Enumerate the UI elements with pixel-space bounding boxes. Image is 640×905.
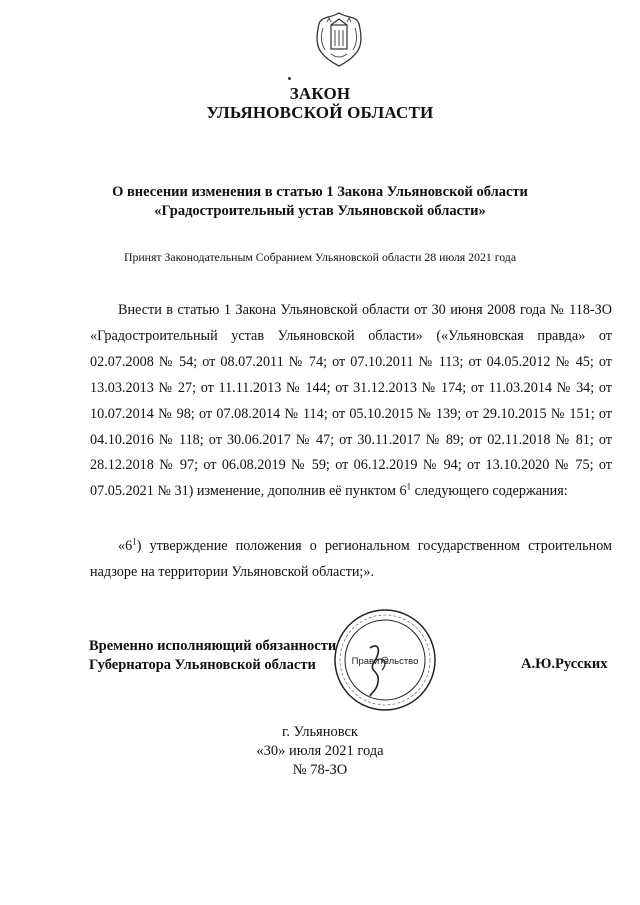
region-title: УЛЬЯНОВСКОЙ ОБЛАСТИ	[206, 103, 434, 122]
footer-city: г. Ульяновск	[282, 724, 358, 740]
quoted-item-text: ) утверждение положения о региональном государственном строительном надзоре на территории Ульяновской области;».	[90, 538, 612, 580]
quoted-item-superscript: 1	[132, 536, 137, 547]
quoted-item-number: «6	[118, 538, 133, 554]
main-paragraph-text: Внести в статью 1 Закона Ульяновской области от 30 июня 2008 года № 118-ЗО «Градостроительный устав Ульяновской области» («Ульяновская правда» от 02.07.2008 № 54; от 08.07.2011 № 74; от 07.10.2011 № 113; от 04.05.2012 № 45; от 13.03.2013 № 27; от 11.11.2013 № 144; от 31.12.2013 № 174; от 11.03.2014 № 34; от 10.07.2014 № 98; от 07.08.2014 № 114; от 05.10.2015 № 139; от 29.10.2015 № 151; от 04.10.2016 № 118; от 30.06.2017 № 47; от 30.11.2017 № 89; от 02.11.2018 № 81; от 28.12.2018 № 97; от 06.08.2019 № 59; от 06.12.2019 № 94; от 13.10.2020 № 75; от 07.05.2021 № 31) изменение, дополнив её пунктом 6	[90, 302, 612, 500]
signatory-position	[89, 637, 336, 675]
law-subject-line1: О внесении изменения в статью 1 Закона Ульяновской области	[112, 184, 528, 200]
footer-law-number: № 78-ЗО	[292, 762, 348, 778]
position-line1: Временно исполняющий обязанности	[89, 638, 337, 654]
main-paragraph-tail: следующего содержания:	[411, 483, 568, 500]
signatory-name: А.Ю.Русских	[521, 656, 608, 672]
main-paragraph	[90, 298, 612, 505]
quoted-item	[90, 534, 612, 586]
adoption-note: Принят Законодательным Собранием Ульяновской области 28 июля 2021 года	[123, 250, 517, 264]
scan-speck	[288, 77, 291, 80]
position-line2: Губернатора Ульяновской области	[89, 657, 316, 673]
stamp-label: Правительство	[351, 656, 419, 667]
main-paragraph-superscript: 1	[406, 481, 412, 492]
law-subject-line2: «Градостроительный устав Ульяновской области»	[154, 203, 486, 219]
handwritten-signature	[360, 640, 400, 700]
footer-date: «30» июля 2021 года	[256, 743, 384, 759]
law-title: ЗАКОН	[289, 84, 351, 103]
coat-of-arms-emblem	[311, 10, 367, 68]
